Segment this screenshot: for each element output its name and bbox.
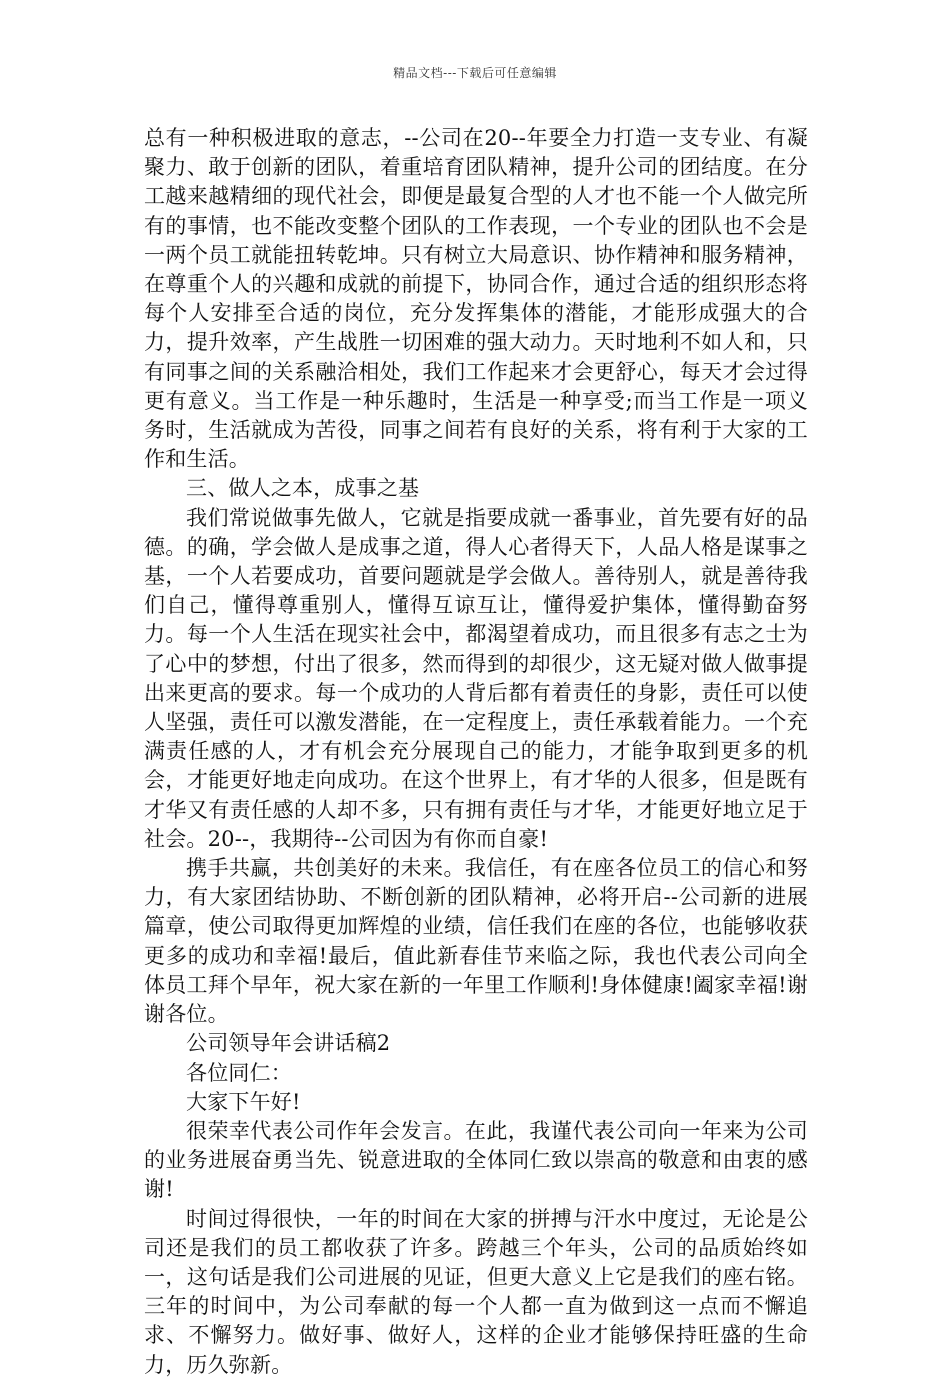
section-heading: 三、做人之本，成事之基	[186, 476, 420, 501]
document-body	[144, 124, 808, 1380]
greeting: 大家下午好!	[186, 1089, 301, 1114]
paragraph: 我们常说做事先做人，它就是指要成就一番事业，首先要有好的品德。的确，学会做人是成事之道，得人心者得天下，人品人格是谋事之基，一个人若要成功，首要问题就是学会做人。善待别人，就是善待我们自己，懂得尊重别人，懂得互谅互让，懂得爱护集体，懂得勤奋努力。每一个人生活在现实社会中，都渴望着成功，而且很多有志之士为了心中的梦想，付出了很多，然而得到的却很少，这无疑对做人做事提出来更高的要求。每一个成功的人背后都有着责任的身影，责任可以使人坚强，责任可以激发潜能，在一定程度上，责任承载着能力。一个充满责任感的人，才有机会充分展现自己的能力，才能争取到更多的机会，才能更好地走向成功。在这个世界上，有才华的人很多，但是既有才华又有责任感的人却不多，只有拥有责任与才华，才能更好地立足于社会。20--，我期待--公司因为有你而自豪!	[144, 505, 808, 851]
speech-title: 公司领导年会讲话稿2	[186, 1031, 391, 1056]
paragraph-continued: 总有一种积极进取的意志，--公司在20--年要全力打造一支专业、有凝聚力、敢于创新的团队，着重培育团队精神，提升公司的团结度。在分工越来越精细的现代社会，即便是最复合型的人才也不能一个人做完所有的事情，也不能改变整个团队的工作表现，一个专业的团队也不会是一两个员工就能扭转乾坤。只有树立大局意识、协作精神和服务精神，在尊重个人的兴趣和成就的前提下，协同合作，通过合适的组织形态将每个人安排至合适的岗位，充分发挥集体的潜能，才能形成强大的合力，提升效率，产生战胜一切困难的强大动力。天时地利不如人和，只有同事之间的关系融洽相处，我们工作起来才会更舒心，每天才会过得更有意义。当工作是一种乐趣时，生活是一种享受;而当工作是一项义务时，生活就成为苦役，同事之间若有良好的关系，将有利于大家的工作和生活。	[144, 126, 808, 472]
page-header: 精品文档---下载后可任意编辑	[393, 66, 557, 80]
salutation: 各位同仁：	[186, 1060, 292, 1085]
paragraph: 时间过得很快，一年的时间在大家的拼搏与汗水中度过，无论是公司还是我们的员工都收获了许多。跨越三个年头，公司的品质始终如一，这句话是我们公司进展的见证，但更大意义上它是我们的座右铭。三年的时间中，为公司奉献的每一个人都一直为做到这一点而不懈追求、不懈努力。做好事、做好人，这样的企业才能够保持旺盛的生命力，历久弥新。	[144, 1206, 808, 1377]
paragraph: 携手共赢，共创美好的未来。我信任，有在座各位员工的信心和努力，有大家团结协助、不断创新的团队精神，必将开启--公司新的进展篇章，使公司取得更加辉煌的业绩，信任我们在座的各位，也能够收获更多的成功和幸福!最后，值此新春佳节来临之际，我也代表公司向全体员工拜个早年，祝大家在新的一年里工作顺利!身体健康!阖家幸福!谢谢各位。	[144, 856, 808, 1027]
paragraph: 很荣幸代表公司作年会发言。在此，我谨代表公司向一年来为公司的业务进展奋勇当先、锐意进取的全体同仁致以崇高的敬意和由衷的感谢!	[144, 1118, 808, 1202]
